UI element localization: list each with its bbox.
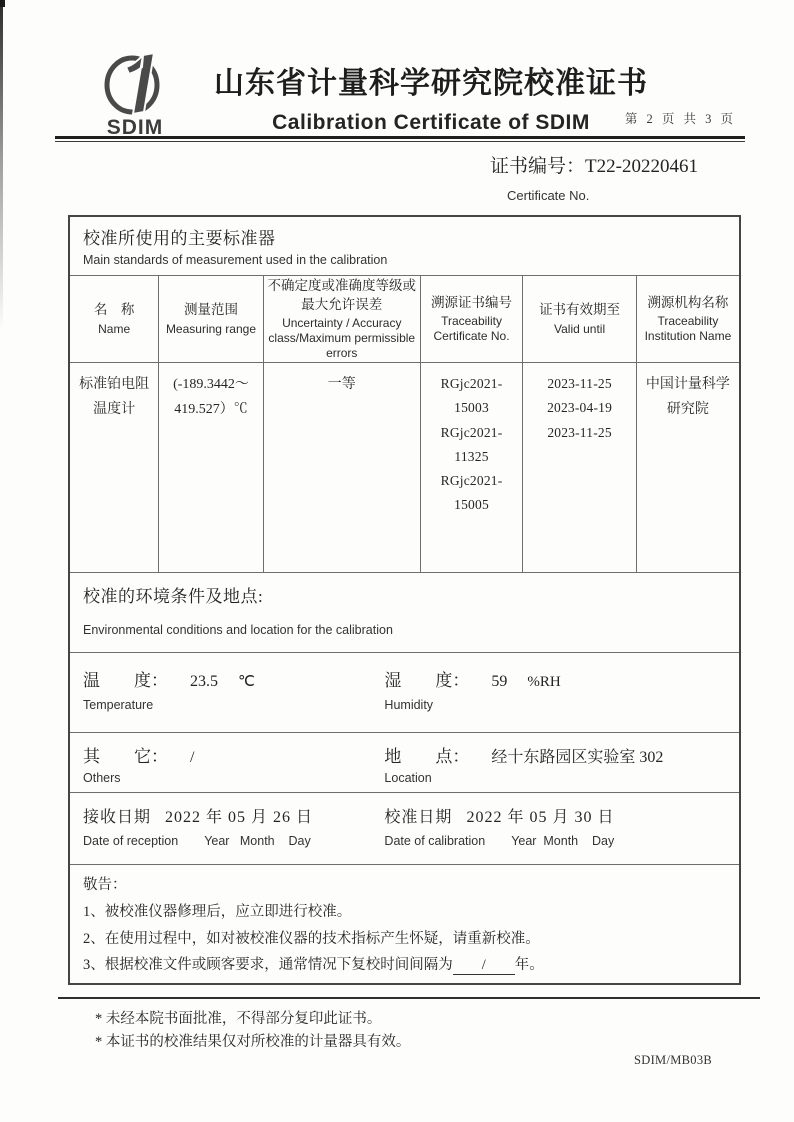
location-label-zh: 地 点： xyxy=(384,747,470,766)
temperature-value: 23.5 xyxy=(190,673,218,690)
reception-label-en: Date of reception Year Month Day xyxy=(83,834,311,848)
calibration-label-zh: 校准日期 xyxy=(384,809,453,826)
footer-notes xyxy=(95,1008,410,1054)
certificate-number-value: T22-20220461 xyxy=(585,156,698,177)
notice-section xyxy=(70,864,739,987)
calibration-date-value: 2022 年 05 月 30 日 xyxy=(466,809,615,826)
notice-title: 敬告： xyxy=(83,877,127,893)
sdim-logo xyxy=(96,52,174,140)
cell-accuracy-class: 一等 xyxy=(263,363,420,572)
notice-item-2: 2、在使用过程中，如对被校准仪器的技术指标产生怀疑，请重新校准。 xyxy=(83,930,540,947)
header-divider xyxy=(55,136,745,142)
cell-institution: 中国计量科学 研究院 xyxy=(636,363,739,572)
certificate-number-label-zh: 证书编号： xyxy=(490,156,586,177)
date-of-calibration-field xyxy=(384,804,739,864)
col-header-valid-until: 证书有效期至 Valid until xyxy=(522,276,636,362)
reception-label-zh: 接收日期 xyxy=(83,809,152,826)
sdim-logo-icon xyxy=(96,52,174,126)
others-label-en: Others xyxy=(83,771,121,785)
others-value: / xyxy=(190,749,195,766)
col-header-traceability-institution: 溯源机构名称 Traceability Institution Name xyxy=(636,276,739,362)
environment-section-title xyxy=(70,572,739,652)
standards-table-header xyxy=(70,275,739,362)
humidity-field xyxy=(384,666,739,732)
notice-item-1: 1、被校准仪器修理后，应立即进行校准。 xyxy=(83,903,352,920)
environment-title-en: Environmental conditions and location for the calibration xyxy=(83,623,393,637)
cell-traceability-cert-nos: RGjc2021-15003 RGjc2021-11325 RGjc2021-15005 xyxy=(420,363,522,572)
date-of-reception-field xyxy=(70,804,384,864)
scan-edge-artifact-left xyxy=(0,0,3,330)
others-label-zh: 其 它： xyxy=(83,747,168,766)
cell-valid-until-dates: 2023-11-25 2023-04-19 2023-11-25 xyxy=(522,363,636,572)
certificate-number-line xyxy=(490,151,698,178)
document-title-zh: 山东省计量科学研究院校准证书 xyxy=(214,67,648,100)
footer-divider xyxy=(58,997,760,999)
temperature-humidity-row xyxy=(70,652,739,732)
temperature-field xyxy=(70,666,384,732)
standards-table-row xyxy=(70,362,739,572)
others-field xyxy=(70,742,384,792)
certificate-table xyxy=(68,215,741,985)
cell-standard-name: 标准铂电阻温度计 xyxy=(79,377,150,418)
footer-note-1: * 未经本院书面批准，不得部分复印此证书。 xyxy=(95,1011,382,1027)
reception-date-value: 2022 年 05 月 26 日 xyxy=(165,809,314,826)
others-location-row xyxy=(70,732,739,792)
dates-row xyxy=(70,792,739,864)
location-value: 经十东路园区实验室 302 xyxy=(491,749,664,766)
sdim-logo-text: SDIM xyxy=(106,116,164,139)
humidity-value: 59 xyxy=(491,673,508,690)
temperature-label-en: Temperature xyxy=(83,698,154,712)
cell-measuring-range: (-189.3442～ 419.527）℃ xyxy=(158,363,262,572)
col-header-name: 名 称 Name xyxy=(93,302,135,336)
location-field xyxy=(384,742,739,792)
col-header-traceability-cert-no: 溯源证书编号 Traceability Certificate No. xyxy=(420,276,522,362)
recalibration-interval-blank: / xyxy=(453,958,515,975)
reception-units-en: Year Month Day xyxy=(204,834,311,848)
footer-note-2: * 本证书的校准结果仅对所校准的计量器具有效。 xyxy=(95,1034,411,1051)
standards-section-title xyxy=(70,217,739,275)
environment-title-zh: 校准的环境条件及地点: xyxy=(83,587,264,606)
form-code: SDIM/MB03B xyxy=(634,1053,713,1067)
document-title-block xyxy=(196,58,666,135)
col-header-measuring-range: 测量范围 Measuring range xyxy=(158,276,262,362)
temperature-label-zh: 温 度： xyxy=(83,671,168,690)
location-label-en: Location xyxy=(384,771,432,785)
col-header-uncertainty: 不确定度或准确度等级或最大允许误差 Uncertainty / Accuracy class/Maximum permissible errors xyxy=(263,276,420,362)
humidity-label-zh: 湿 度： xyxy=(384,671,470,690)
calibration-label-en: Date of calibration Year Month Day xyxy=(384,834,615,848)
notice-item-3: 3、根据校准文件或顾客要求，通常情况下复校时间间隔为 / 年。 xyxy=(83,957,544,974)
page-indicator: 第 2 页 共 3 页 xyxy=(624,112,736,126)
certificate-number-label-en: Certificate No. xyxy=(507,188,590,203)
humidity-label-en: Humidity xyxy=(384,698,434,712)
standards-title-en: Main standards of measurement used in the calibration xyxy=(83,253,388,267)
calibration-units-en: Year Month Day xyxy=(511,834,615,848)
temperature-unit: ℃ xyxy=(238,674,255,690)
document-title-en: Calibration Certificate of SDIM xyxy=(272,111,590,134)
standards-title-zh: 校准所使用的主要标准器 xyxy=(83,229,276,248)
humidity-unit: %RH xyxy=(527,674,561,690)
